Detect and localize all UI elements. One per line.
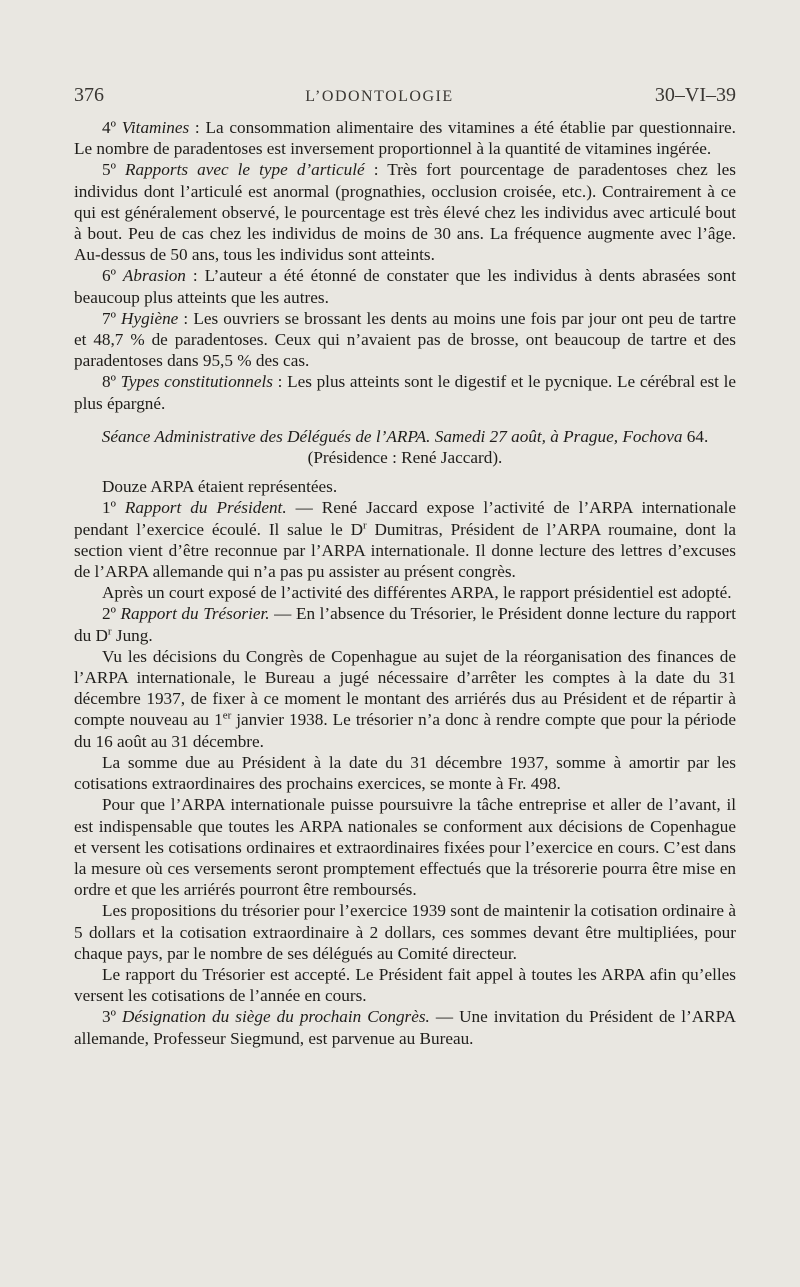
report-tresorier-p5: Le rapport du Trésorier est accepté. Le Président fait appel à toutes les ARPA afin qu’elles versent les cotisations de l’année en cours. bbox=[74, 964, 736, 1006]
term: Types constitutionnels bbox=[120, 372, 273, 392]
paragraph-vitamines: 4º Vitamines : La consommation alimentaire des vitamines a été établie par questionnaire. Le nombre de paradentoses est inversement proportionnel à la quantité de vitamines ingérée. bbox=[74, 118, 736, 159]
body-text bbox=[74, 117, 736, 1049]
term: Désignation du siège du prochain Congrès. bbox=[121, 1007, 430, 1027]
journal-title: L’ODONTOLOGIE bbox=[305, 88, 454, 105]
report-tresorier: 2º Rapport du Trésorier. — En l’absence du Trésorier, le Président donne lecture du rapport du $D^r$ Jung. bbox=[74, 604, 736, 645]
term: Rapport du Trésorier. bbox=[120, 604, 270, 624]
report-tresorier-p2: La somme due au Président à la date du 31 décembre 1937, somme à amortir par les cotisations extraordinaires des prochains exercices, se monte à Fr. 498. bbox=[74, 752, 736, 794]
term: Abrasion bbox=[122, 266, 186, 286]
report-congres: 3º Désignation du siège du prochain Congrès. — Une invitation du Président de l’ARPA allemande, Professeur Siegmund, est parvenue au Bureau. bbox=[74, 1007, 736, 1048]
report-tresorier-p3: Pour que l’ARPA internationale puisse poursuivre la tâche entreprise et aller de l’avant, il est indispensable que toutes les ARPA nationales se conforment aux décisions de Copenhague et versent les cotisations ordinaires et extraordinaires fixées pour l’exercice en cours. C’est dans la mesure où ces versements seront promptement effectués que la trésorerie pourra être mise en ordre et que les arriérés pourront être remboursés. bbox=[74, 795, 736, 900]
paragraph-abrasion: 6º Abrasion : L’auteur a été étonné de constater que les individus à dents abrasées sont beaucoup plus atteints que les autres. bbox=[74, 266, 736, 307]
term: Vitamines bbox=[121, 118, 190, 137]
issue-date: 30–VI–39 bbox=[654, 84, 736, 106]
report-tresorier-p1: Vu les décisions du Congrès de Copenhague au sujet de la réorganisation des finances de l’ARPA internationale, le Bureau a jugé nécessaire d’arrêter les comptes à la date du 31 décembre 1937, de fixer à ce moment le montant des arriérés dus au Président et de répartir à compte nouveau au 1er janvier 1938. Le trésorier n’a donc à rendre compte que pour la période du 16 août au 31 décembre. bbox=[74, 646, 736, 751]
paragraph-types: 8º Types constitutionnels : Les plus atteints sont le digestif et le pycnique. Le cérébral est le plus épargné. bbox=[74, 372, 736, 413]
term: Rapport du Président. bbox=[124, 498, 287, 518]
section-intro: Douze ARPA étaient représentées. bbox=[102, 477, 338, 497]
page-number: 376 bbox=[74, 84, 104, 106]
paragraph-articule: 5º Rapports avec le type d’articulé : Très fort pourcentage de paradentoses chez les individus dont l’articulé est anormal (prognathies, occlusion croisée, etc.). Contrairement à ce qui est généralement observé, le pourcentage est très élevé chez les individus avec articulé bout à bout. Peu de cas chez les individus de moins de 30 ans. La fréquence augmente avec l’âge. Au-dessus de 50 ans, tous les individus sont atteints. bbox=[74, 160, 736, 265]
report-tresorier-p4: Les propositions du trésorier pour l’exercice 1939 sont de maintenir la cotisation ordinaire à 5 dollars et la cotisation extraordinaire à 2 dollars, ces sommes devant être multipliées, pour chaque pays, par le nombre de ses délégués au Comité directeur. bbox=[74, 901, 736, 963]
term: Hygiène bbox=[121, 308, 179, 328]
paragraph-hygiene: 7º Hygiène : Les ouvriers se brossant les dents au moins une fois par jour ont peu de tartre et 48,7 % de paradentoses. Ceux qui n’avaient pas de brosse, ont beaucoup de tartre et des paradentoses dans 95,5 % des cas. bbox=[74, 308, 736, 371]
term: Rapports avec le type d’articulé bbox=[125, 160, 365, 180]
report-president-followup: Après un court exposé de l’activité des différentes ARPA, le rapport présidentiel est adopté. bbox=[102, 583, 732, 603]
report-president: 1º Rapport du Président. — René Jaccard expose l’activité de l’ARPA internationale pendant l’exercice écoulé. Il salue le $D^r$ Dumitras, Président de l’ARPA roumaine, dont la section vient d’être reconnue par l’ARPA internationale. Il donne lecture des lettres d’excuses de l’ARPA allemande qui n’a pas pu assister au présent congrès. bbox=[74, 498, 736, 582]
running-header bbox=[74, 84, 736, 107]
section-heading: Séance Administrative des Délégués de l’ARPA. Samedi 27 août, à Prague, Fochova 64. (Présidence : René Jaccard). bbox=[101, 426, 709, 468]
